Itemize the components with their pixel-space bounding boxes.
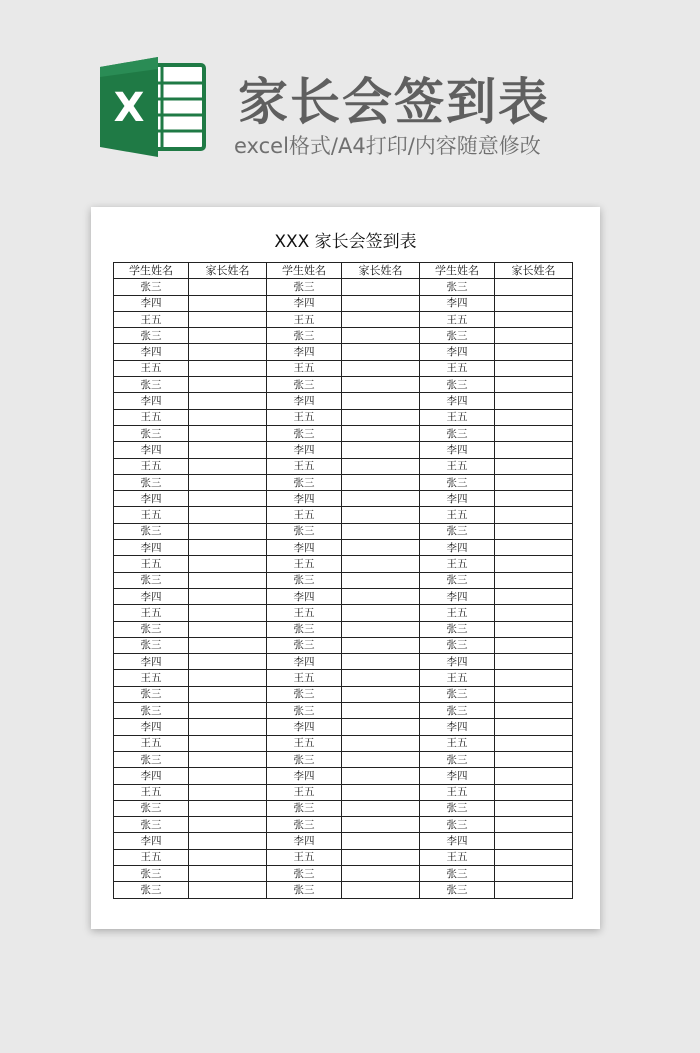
table-row (114, 295, 573, 311)
parent-signature-cell[interactable] (495, 703, 573, 719)
student-name-cell: 王五 (267, 670, 342, 686)
table-row (114, 311, 573, 327)
parent-signature-cell[interactable] (189, 751, 267, 767)
student-name-cell: 李四 (420, 491, 495, 507)
parent-signature-cell[interactable] (495, 637, 573, 653)
student-name-cell: 张三 (114, 572, 189, 588)
student-name-cell: 张三 (267, 474, 342, 490)
excel-icon (100, 57, 207, 157)
table-header-row (114, 263, 573, 279)
table-row (114, 474, 573, 490)
table-row (114, 572, 573, 588)
parent-signature-cell[interactable] (342, 605, 420, 621)
student-name-cell: 王五 (114, 735, 189, 751)
student-name-cell: 张三 (114, 882, 189, 898)
table-row (114, 491, 573, 507)
student-name-cell: 张三 (420, 621, 495, 637)
parent-signature-cell[interactable] (189, 637, 267, 653)
student-name-cell: 李四 (114, 295, 189, 311)
table-row (114, 865, 573, 881)
table-row (114, 328, 573, 344)
student-name-cell: 李四 (420, 833, 495, 849)
student-name-cell: 李四 (267, 344, 342, 360)
student-name-cell: 李四 (420, 344, 495, 360)
student-name-header: 学生姓名 (267, 263, 342, 279)
table-row (114, 605, 573, 621)
table-row (114, 800, 573, 816)
table-row (114, 703, 573, 719)
parent-signature-cell[interactable] (342, 703, 420, 719)
page-subtitle: excel格式/A4打印/内容随意修改 (234, 134, 541, 158)
student-name-cell: 王五 (267, 784, 342, 800)
student-name-cell: 李四 (267, 540, 342, 556)
parent-signature-cell[interactable] (342, 572, 420, 588)
parent-signature-cell[interactable] (189, 279, 267, 295)
student-name-cell: 王五 (114, 458, 189, 474)
student-name-cell: 李四 (420, 295, 495, 311)
document-sheet (91, 207, 600, 929)
student-name-cell: 张三 (114, 703, 189, 719)
parent-signature-cell[interactable] (342, 637, 420, 653)
parent-signature-cell[interactable] (342, 719, 420, 735)
student-name-cell: 李四 (420, 393, 495, 409)
parent-signature-cell[interactable] (495, 768, 573, 784)
student-name-cell: 王五 (267, 458, 342, 474)
parent-signature-cell[interactable] (342, 849, 420, 865)
student-name-cell: 张三 (114, 279, 189, 295)
parent-signature-cell[interactable] (189, 344, 267, 360)
student-name-cell: 张三 (420, 817, 495, 833)
student-name-cell: 李四 (420, 768, 495, 784)
student-name-cell: 张三 (114, 800, 189, 816)
parent-signature-cell[interactable] (189, 817, 267, 833)
parent-signature-cell[interactable] (342, 507, 420, 523)
parent-name-header: 家长姓名 (342, 263, 420, 279)
student-name-cell: 张三 (420, 425, 495, 441)
parent-signature-cell[interactable] (342, 409, 420, 425)
student-name-cell: 李四 (114, 344, 189, 360)
student-name-cell: 李四 (420, 540, 495, 556)
parent-signature-cell[interactable] (189, 865, 267, 881)
student-name-cell: 张三 (420, 279, 495, 295)
parent-signature-cell[interactable] (189, 393, 267, 409)
student-name-cell: 王五 (267, 605, 342, 621)
parent-signature-cell[interactable] (189, 768, 267, 784)
parent-signature-cell[interactable] (495, 377, 573, 393)
parent-signature-cell[interactable] (495, 458, 573, 474)
student-name-cell: 王五 (267, 507, 342, 523)
table-row (114, 556, 573, 572)
parent-signature-cell[interactable] (189, 849, 267, 865)
parent-signature-cell[interactable] (495, 735, 573, 751)
parent-signature-cell[interactable] (342, 686, 420, 702)
student-name-cell: 李四 (420, 442, 495, 458)
parent-signature-cell[interactable] (189, 882, 267, 898)
table-row (114, 409, 573, 425)
student-name-cell: 张三 (420, 474, 495, 490)
student-name-cell: 张三 (267, 703, 342, 719)
parent-signature-cell[interactable] (342, 751, 420, 767)
student-name-cell: 王五 (420, 360, 495, 376)
student-name-cell: 王五 (420, 556, 495, 572)
student-name-cell: 张三 (267, 328, 342, 344)
student-name-cell: 张三 (114, 474, 189, 490)
table-row (114, 768, 573, 784)
student-name-cell: 李四 (114, 393, 189, 409)
student-name-cell: 王五 (114, 670, 189, 686)
student-name-cell: 李四 (267, 295, 342, 311)
student-name-cell: 张三 (420, 882, 495, 898)
parent-signature-cell[interactable] (495, 849, 573, 865)
student-name-cell: 张三 (267, 377, 342, 393)
parent-signature-cell[interactable] (189, 686, 267, 702)
student-name-cell: 王五 (420, 735, 495, 751)
student-name-cell: 王五 (114, 409, 189, 425)
parent-signature-cell[interactable] (495, 751, 573, 767)
parent-signature-cell[interactable] (189, 328, 267, 344)
student-name-cell: 王五 (420, 670, 495, 686)
student-name-cell: 王五 (114, 507, 189, 523)
student-name-cell: 张三 (267, 279, 342, 295)
student-name-cell: 王五 (267, 735, 342, 751)
parent-signature-cell[interactable] (189, 409, 267, 425)
parent-signature-cell[interactable] (342, 654, 420, 670)
parent-signature-cell[interactable] (189, 800, 267, 816)
table-row (114, 540, 573, 556)
student-name-cell: 张三 (420, 377, 495, 393)
student-name-cell: 王五 (267, 311, 342, 327)
document-title: XXX 家长会签到表 (274, 232, 417, 252)
student-name-cell: 张三 (114, 425, 189, 441)
student-name-cell: 张三 (114, 621, 189, 637)
parent-signature-cell[interactable] (495, 605, 573, 621)
parent-signature-cell[interactable] (342, 588, 420, 604)
parent-name-header: 家长姓名 (495, 263, 573, 279)
parent-signature-cell[interactable] (189, 784, 267, 800)
parent-signature-cell[interactable] (189, 654, 267, 670)
parent-signature-cell[interactable] (189, 507, 267, 523)
table-row (114, 360, 573, 376)
student-name-cell: 李四 (114, 491, 189, 507)
parent-signature-cell[interactable] (189, 719, 267, 735)
table-row (114, 523, 573, 539)
parent-signature-cell[interactable] (342, 377, 420, 393)
student-name-cell: 王五 (420, 605, 495, 621)
student-name-cell: 王五 (114, 784, 189, 800)
table-row (114, 817, 573, 833)
student-name-cell: 王五 (267, 409, 342, 425)
parent-signature-cell[interactable] (342, 458, 420, 474)
parent-signature-cell[interactable] (342, 540, 420, 556)
parent-signature-cell[interactable] (342, 328, 420, 344)
parent-signature-cell[interactable] (342, 311, 420, 327)
sign-in-table (113, 262, 573, 899)
parent-signature-cell[interactable] (342, 865, 420, 881)
student-name-cell: 李四 (114, 833, 189, 849)
table-row (114, 637, 573, 653)
parent-signature-cell[interactable] (495, 328, 573, 344)
parent-signature-cell[interactable] (342, 735, 420, 751)
student-name-cell: 王五 (267, 849, 342, 865)
student-name-cell: 王五 (114, 360, 189, 376)
parent-signature-cell[interactable] (189, 442, 267, 458)
student-name-cell: 张三 (267, 800, 342, 816)
student-name-cell: 王五 (420, 311, 495, 327)
student-name-cell: 张三 (420, 686, 495, 702)
parent-signature-cell[interactable] (495, 507, 573, 523)
student-name-cell: 张三 (267, 817, 342, 833)
parent-signature-cell[interactable] (495, 491, 573, 507)
table-row (114, 751, 573, 767)
student-name-cell: 王五 (420, 458, 495, 474)
parent-signature-cell[interactable] (495, 523, 573, 539)
table-row (114, 833, 573, 849)
parent-name-header: 家长姓名 (189, 263, 267, 279)
table-row (114, 393, 573, 409)
student-name-cell: 李四 (114, 588, 189, 604)
parent-signature-cell[interactable] (495, 621, 573, 637)
table-row (114, 425, 573, 441)
parent-signature-cell[interactable] (495, 540, 573, 556)
parent-signature-cell[interactable] (342, 360, 420, 376)
student-name-cell: 李四 (267, 833, 342, 849)
student-name-cell: 张三 (420, 865, 495, 881)
parent-signature-cell[interactable] (495, 279, 573, 295)
student-name-cell: 张三 (114, 523, 189, 539)
parent-signature-cell[interactable] (189, 588, 267, 604)
parent-signature-cell[interactable] (342, 670, 420, 686)
student-name-cell: 王五 (420, 409, 495, 425)
parent-signature-cell[interactable] (189, 474, 267, 490)
parent-signature-cell[interactable] (189, 572, 267, 588)
student-name-cell: 张三 (420, 637, 495, 653)
parent-signature-cell[interactable] (495, 425, 573, 441)
parent-signature-cell[interactable] (342, 523, 420, 539)
student-name-cell: 李四 (114, 654, 189, 670)
table-row (114, 621, 573, 637)
parent-signature-cell[interactable] (495, 295, 573, 311)
student-name-cell: 张三 (267, 751, 342, 767)
student-name-cell: 李四 (267, 393, 342, 409)
header (0, 0, 700, 190)
table-row (114, 719, 573, 735)
parent-signature-cell[interactable] (189, 735, 267, 751)
parent-signature-cell[interactable] (495, 393, 573, 409)
table-row (114, 849, 573, 865)
student-name-cell: 李四 (267, 588, 342, 604)
student-name-cell: 李四 (114, 719, 189, 735)
parent-signature-cell[interactable] (189, 458, 267, 474)
student-name-cell: 张三 (420, 572, 495, 588)
parent-signature-cell[interactable] (342, 882, 420, 898)
parent-signature-cell[interactable] (342, 556, 420, 572)
parent-signature-cell[interactable] (189, 703, 267, 719)
student-name-cell: 王五 (420, 507, 495, 523)
parent-signature-cell[interactable] (189, 605, 267, 621)
parent-signature-cell[interactable] (342, 279, 420, 295)
parent-signature-cell[interactable] (342, 344, 420, 360)
table-row (114, 654, 573, 670)
student-name-cell: 张三 (267, 425, 342, 441)
table-row (114, 458, 573, 474)
student-name-cell: 李四 (267, 654, 342, 670)
parent-signature-cell[interactable] (495, 654, 573, 670)
table-row (114, 442, 573, 458)
student-name-cell: 张三 (114, 686, 189, 702)
parent-signature-cell[interactable] (342, 393, 420, 409)
student-name-header: 学生姓名 (420, 263, 495, 279)
parent-signature-cell[interactable] (495, 344, 573, 360)
parent-signature-cell[interactable] (189, 425, 267, 441)
parent-signature-cell[interactable] (342, 784, 420, 800)
student-name-cell: 王五 (114, 605, 189, 621)
parent-signature-cell[interactable] (342, 295, 420, 311)
parent-signature-cell[interactable] (342, 474, 420, 490)
student-name-cell: 张三 (267, 865, 342, 881)
student-name-cell: 李四 (267, 719, 342, 735)
student-name-cell: 张三 (420, 328, 495, 344)
table-row (114, 588, 573, 604)
parent-signature-cell[interactable] (495, 817, 573, 833)
parent-signature-cell[interactable] (189, 491, 267, 507)
student-name-cell: 张三 (114, 817, 189, 833)
student-name-cell: 张三 (267, 572, 342, 588)
student-name-cell: 李四 (114, 540, 189, 556)
parent-signature-cell[interactable] (495, 409, 573, 425)
parent-signature-cell[interactable] (495, 556, 573, 572)
parent-signature-cell[interactable] (495, 784, 573, 800)
parent-signature-cell[interactable] (495, 442, 573, 458)
page-title: 家长会签到表 (238, 73, 550, 131)
parent-signature-cell[interactable] (342, 425, 420, 441)
parent-signature-cell[interactable] (495, 474, 573, 490)
parent-signature-cell[interactable] (495, 572, 573, 588)
parent-signature-cell[interactable] (342, 817, 420, 833)
student-name-cell: 张三 (267, 882, 342, 898)
table-row (114, 735, 573, 751)
student-name-cell: 李四 (267, 491, 342, 507)
student-name-cell: 王五 (114, 311, 189, 327)
table-row (114, 279, 573, 295)
student-name-cell: 张三 (267, 621, 342, 637)
student-name-cell: 王五 (420, 849, 495, 865)
parent-signature-cell[interactable] (342, 800, 420, 816)
student-name-cell: 李四 (114, 442, 189, 458)
student-name-cell: 李四 (267, 768, 342, 784)
parent-signature-cell[interactable] (342, 442, 420, 458)
student-name-cell: 张三 (420, 800, 495, 816)
student-name-cell: 王五 (267, 360, 342, 376)
parent-signature-cell[interactable] (189, 556, 267, 572)
student-name-cell: 张三 (114, 865, 189, 881)
parent-signature-cell[interactable] (495, 588, 573, 604)
table-row (114, 686, 573, 702)
table-row (114, 507, 573, 523)
parent-signature-cell[interactable] (189, 833, 267, 849)
table-row (114, 670, 573, 686)
parent-signature-cell[interactable] (189, 621, 267, 637)
student-name-cell: 张三 (267, 637, 342, 653)
parent-signature-cell[interactable] (495, 686, 573, 702)
student-name-cell: 李四 (420, 719, 495, 735)
parent-signature-cell[interactable] (189, 295, 267, 311)
parent-signature-cell[interactable] (495, 360, 573, 376)
student-name-cell: 张三 (420, 523, 495, 539)
parent-signature-cell[interactable] (189, 523, 267, 539)
parent-signature-cell[interactable] (189, 670, 267, 686)
excel-icon-letter: X (113, 85, 145, 131)
parent-signature-cell[interactable] (189, 540, 267, 556)
parent-signature-cell[interactable] (342, 621, 420, 637)
table-row (114, 882, 573, 898)
parent-signature-cell[interactable] (495, 882, 573, 898)
student-name-cell: 张三 (267, 523, 342, 539)
student-name-cell: 张三 (420, 703, 495, 719)
parent-signature-cell[interactable] (495, 865, 573, 881)
parent-signature-cell[interactable] (495, 833, 573, 849)
parent-signature-cell[interactable] (189, 360, 267, 376)
parent-signature-cell[interactable] (495, 800, 573, 816)
parent-signature-cell[interactable] (189, 311, 267, 327)
parent-signature-cell[interactable] (189, 377, 267, 393)
parent-signature-cell[interactable] (342, 833, 420, 849)
table-row (114, 377, 573, 393)
student-name-cell: 李四 (420, 588, 495, 604)
parent-signature-cell[interactable] (342, 768, 420, 784)
student-name-cell: 张三 (420, 751, 495, 767)
student-name-cell: 张三 (267, 686, 342, 702)
table-row (114, 344, 573, 360)
parent-signature-cell[interactable] (342, 491, 420, 507)
student-name-cell: 王五 (267, 556, 342, 572)
parent-signature-cell[interactable] (495, 311, 573, 327)
student-name-cell: 李四 (420, 654, 495, 670)
student-name-cell: 王五 (114, 849, 189, 865)
student-name-cell: 王五 (114, 556, 189, 572)
student-name-cell: 王五 (420, 784, 495, 800)
student-name-cell: 张三 (114, 751, 189, 767)
parent-signature-cell[interactable] (495, 670, 573, 686)
parent-signature-cell[interactable] (495, 719, 573, 735)
student-name-cell: 张三 (114, 328, 189, 344)
table-row (114, 784, 573, 800)
student-name-header: 学生姓名 (114, 263, 189, 279)
student-name-cell: 张三 (114, 377, 189, 393)
student-name-cell: 李四 (114, 768, 189, 784)
student-name-cell: 张三 (114, 637, 189, 653)
student-name-cell: 李四 (267, 442, 342, 458)
